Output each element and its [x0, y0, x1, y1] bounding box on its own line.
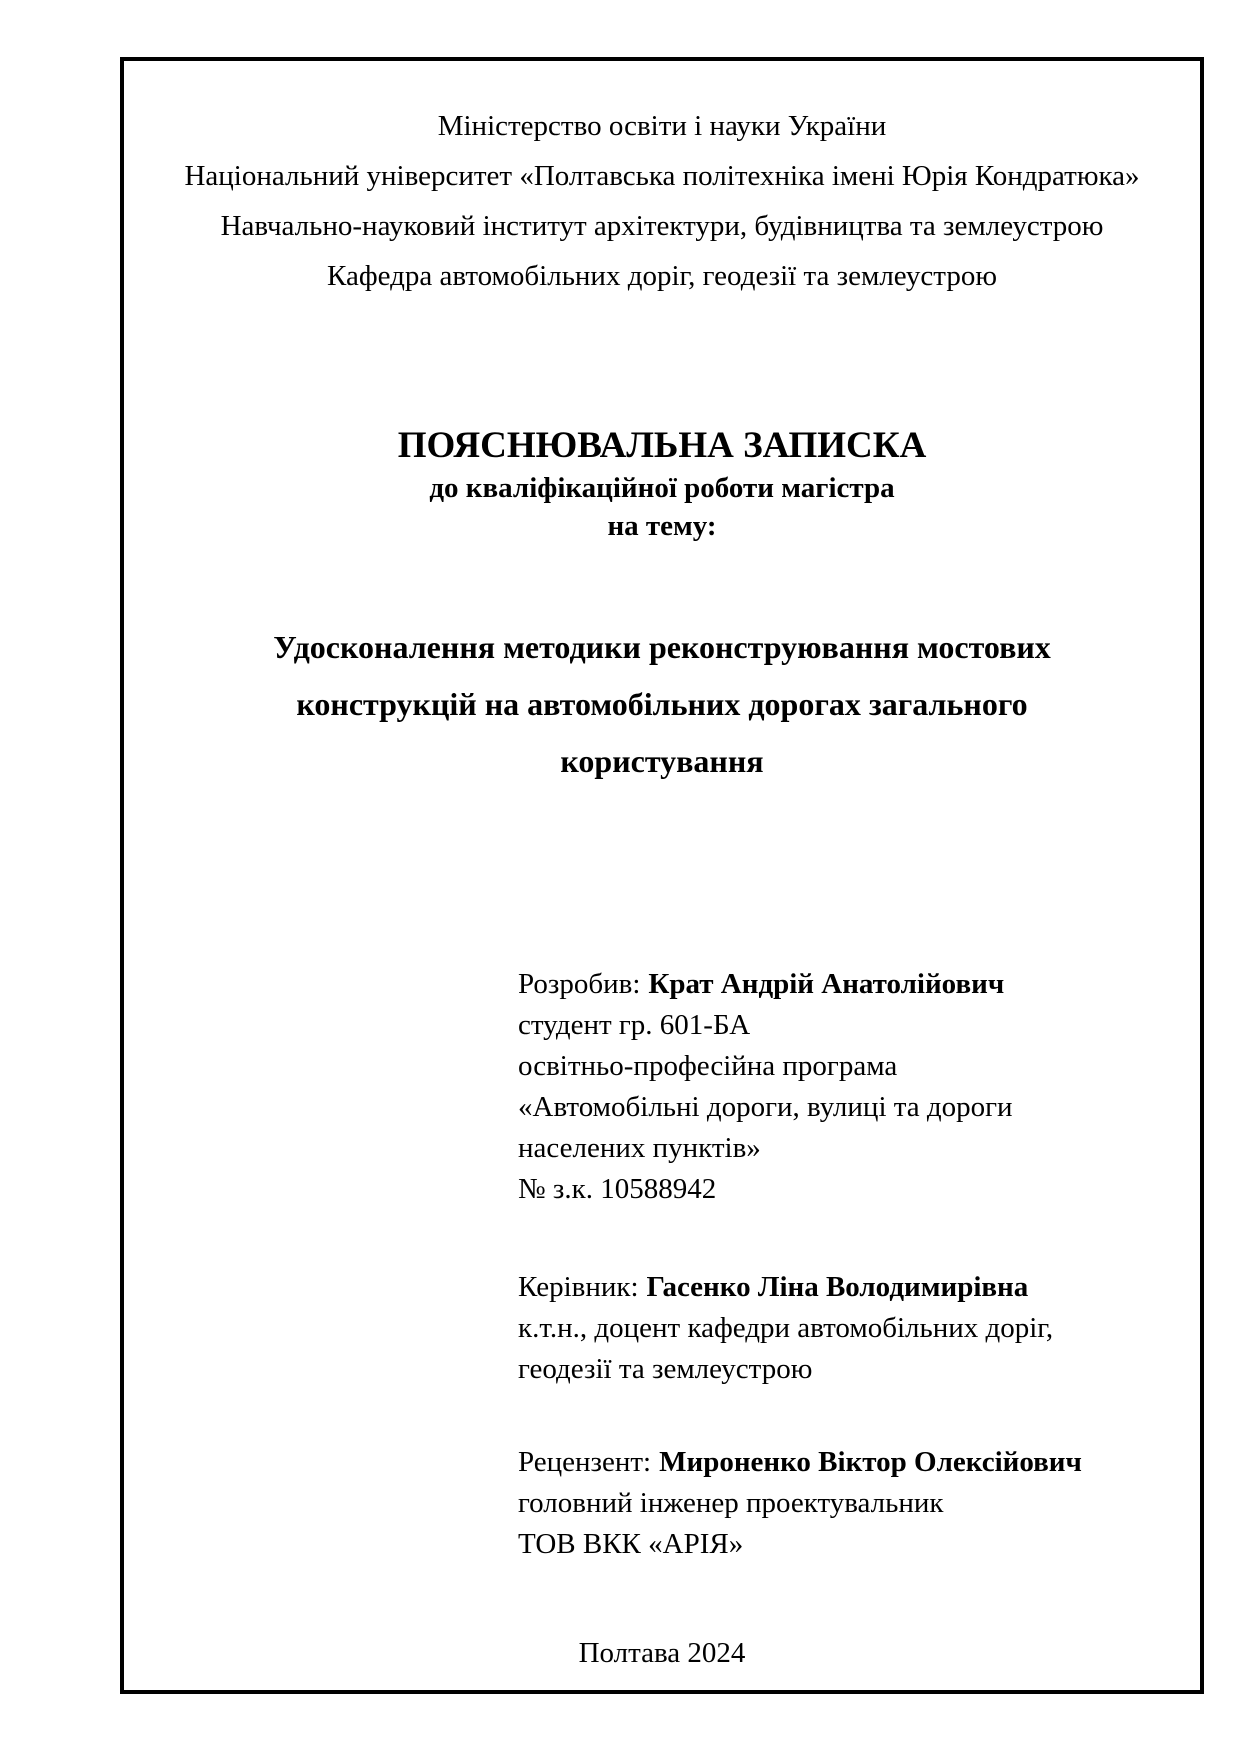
document-type-subtitle: до кваліфікаційної роботи магістра: [429, 472, 895, 504]
reviewer-name: Мироненко Віктор Олексійович: [659, 1446, 1082, 1478]
developer-line: [518, 964, 1158, 1005]
developer-detail: «Автомобільні дороги, вулиці та дороги: [518, 1091, 1013, 1123]
department-line: Кафедра автомобільних доріг, геодезії та землеустрою: [326, 260, 998, 292]
developer-detail: освітньо-професійна програма: [518, 1050, 898, 1082]
supervisor-detail: геодезії та землеустрою: [518, 1353, 813, 1385]
reviewer-label: Рецензент:: [518, 1446, 652, 1478]
supervisor-label: Керівник:: [518, 1271, 639, 1303]
developer-label: Розробив:: [518, 968, 641, 1000]
reviewer-detail: ТОВ ВКК «АРІЯ»: [518, 1528, 744, 1560]
developer-name: Крат Андрій Анатолійович: [648, 968, 1005, 1000]
topic-line: Удосконалення методики реконструювання мостових: [273, 629, 1051, 665]
page-border-frame: [120, 57, 1204, 1694]
institution-header: [124, 101, 1200, 301]
university-line: Національний університет «Полтавська політехніка імені Юрія Кондратюка»: [184, 160, 1140, 192]
supervisor-block: [518, 1267, 1158, 1390]
reviewer-block: [518, 1442, 1158, 1565]
thesis-topic: [124, 619, 1200, 790]
developer-detail: № з.к. 10588942: [518, 1173, 717, 1205]
topic-line: користування: [560, 743, 764, 779]
document-type-title: ПОЯСНЮВАЛЬНА ЗАПИСКА: [397, 425, 927, 466]
topic-line: конструкцій на автомобільних дорогах загального: [296, 686, 1028, 722]
reviewer-line: [518, 1442, 1158, 1483]
supervisor-line: [518, 1267, 1158, 1308]
ministry-line: Міністерство освіти і науки України: [437, 110, 887, 142]
topic-label: на тему:: [607, 510, 717, 542]
reviewer-detail: головний інженер проектувальник: [518, 1487, 944, 1519]
supervisor-detail: к.т.н., доцент кафедри автомобільних доріг,: [518, 1312, 1054, 1344]
city-year-footer: Полтава 2024: [578, 1637, 746, 1669]
supervisor-name: Гасенко Ліна Володимирівна: [646, 1271, 1029, 1303]
institute-line: Навчально-науковий інститут архітектури, будівництва та землеустрою: [220, 210, 1104, 242]
developer-detail: населених пунктів»: [518, 1132, 761, 1164]
document-type-block: [124, 423, 1200, 545]
developer-detail: студент гр. 601-БА: [518, 1009, 751, 1041]
developer-block: [518, 964, 1158, 1210]
